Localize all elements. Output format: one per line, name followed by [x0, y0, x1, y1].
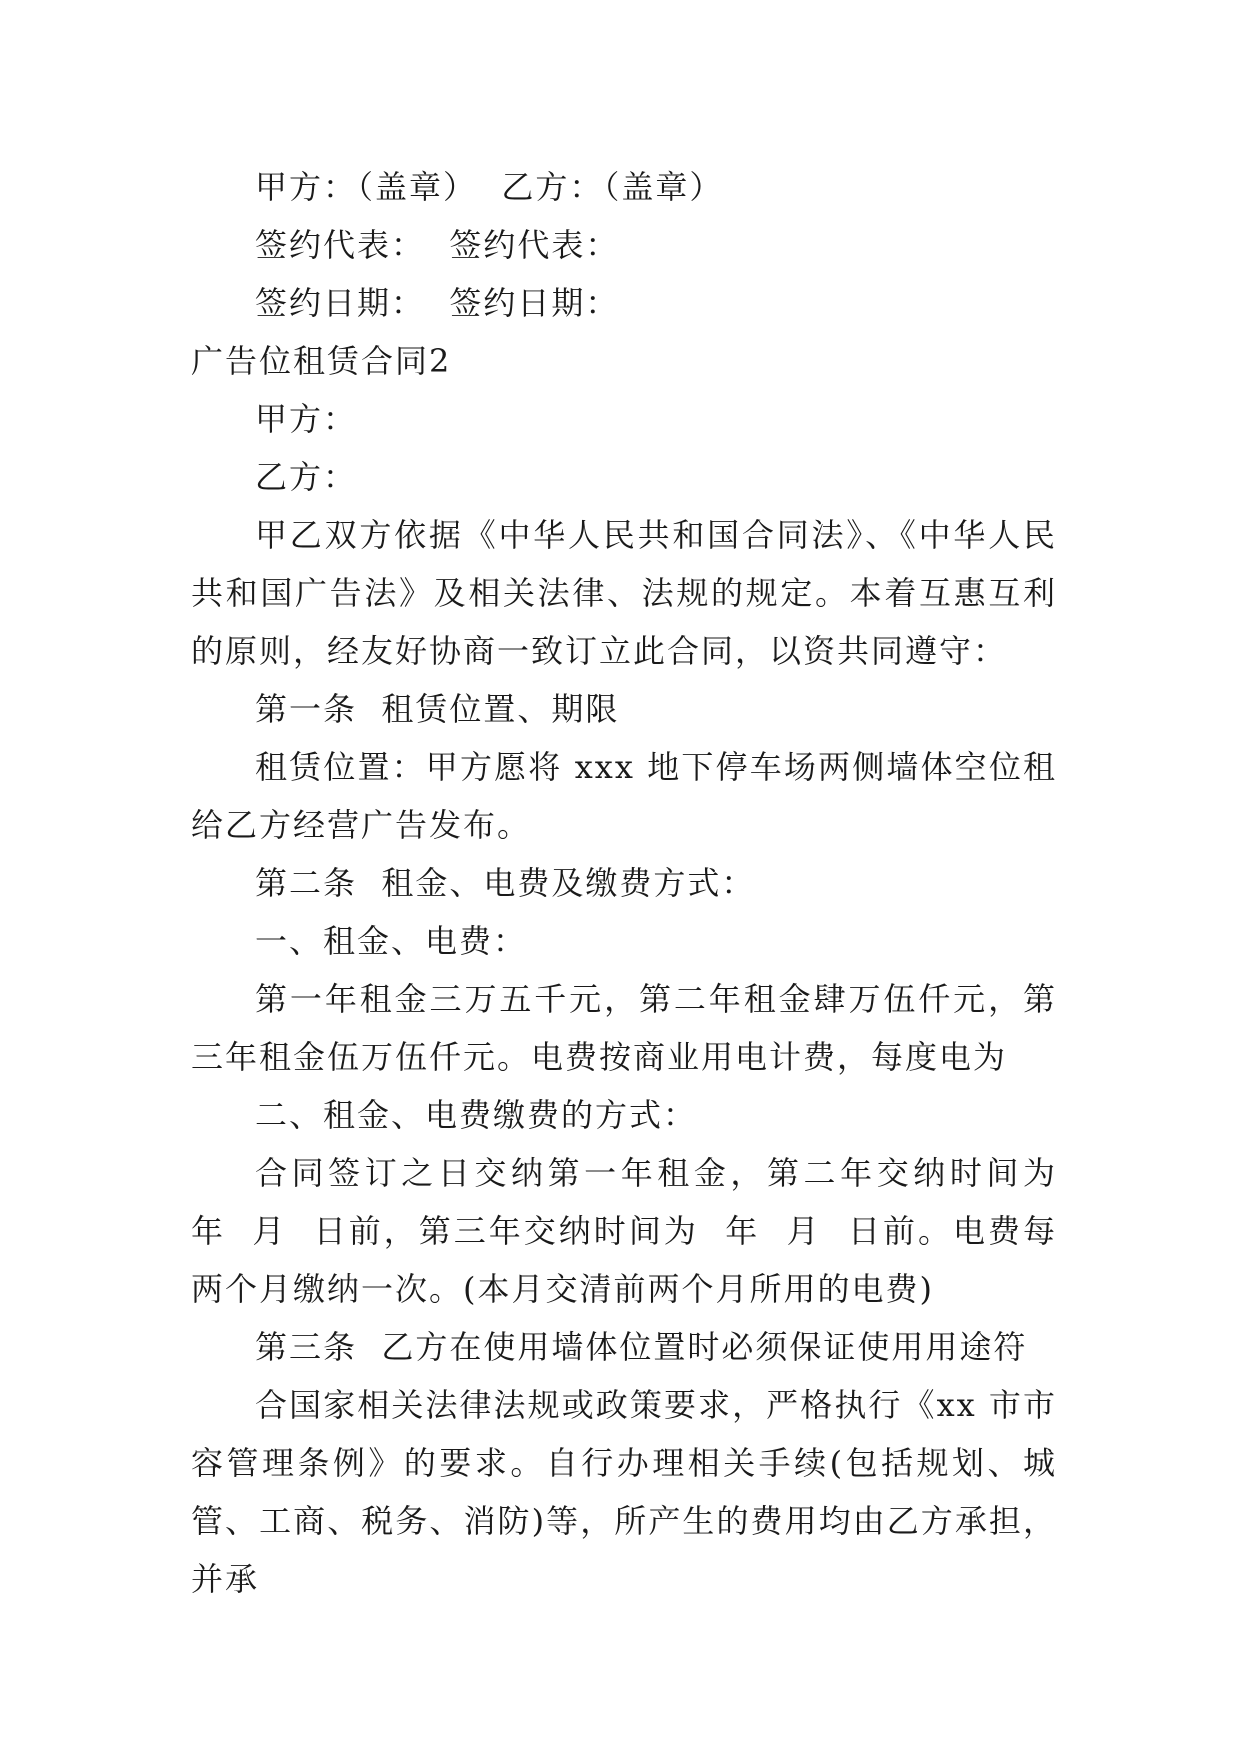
payment-method-subheading: 二、租金、电费缴费的方式： — [255, 1096, 698, 1134]
article-2-heading: 第二条 租金、电费及缴费方式： — [255, 864, 756, 902]
article-3-heading: 第三条 乙方在使用墙体位置时必须保证使用用途符 — [255, 1328, 1028, 1366]
payment-schedule-paragraph: 合同签订之日交纳第一年租金，第二年交纳时间为 年 月 日前，第三年交纳时间为 年 月 日前。电费每两个月缴纳一次。(本月交清前两个月所用的电费) — [191, 1154, 1082, 1308]
rent-electricity-subheading: 一、租金、电费： — [255, 922, 528, 960]
document-body — [191, 158, 1082, 1608]
signature-line-representative: 签约代表： 签约代表： — [255, 226, 620, 264]
party-a-line: 甲方： — [255, 400, 358, 438]
contract-title: 广告位租赁合同2 — [191, 342, 452, 380]
signature-line-date: 签约日期： 签约日期： — [255, 284, 620, 322]
compliance-paragraph: 合国家相关法律法规或政策要求，严格执行《xx 市市容管理条例》的要求。自行办理相关手续(包括规划、城管、工商、税务、消防)等，所产生的费用均由乙方承担，并承 — [191, 1386, 1057, 1598]
signature-line-party: 甲方：（盖章） 乙方：（盖章） — [255, 168, 724, 206]
rent-amount-paragraph: 第一年租金三万五千元，第二年租金肆万伍仟元，第三年租金伍万伍仟元。电费按商业用电计费，每度电为 — [191, 980, 1057, 1076]
article-1-heading: 第一条 租赁位置、期限 — [255, 690, 620, 728]
preamble-paragraph: 甲乙双方依据《中华人民共和国合同法》、《中华人民共和国广告法》及相关法律、法规的规定。本着互惠互利的原则，经友好协商一致订立此合同，以资共同遵守： — [191, 516, 1057, 670]
party-b-line: 乙方： — [255, 458, 358, 496]
lease-location-paragraph: 租赁位置：甲方愿将 xxx 地下停车场两侧墙体空位租给乙方经营广告发布。 — [191, 748, 1057, 844]
